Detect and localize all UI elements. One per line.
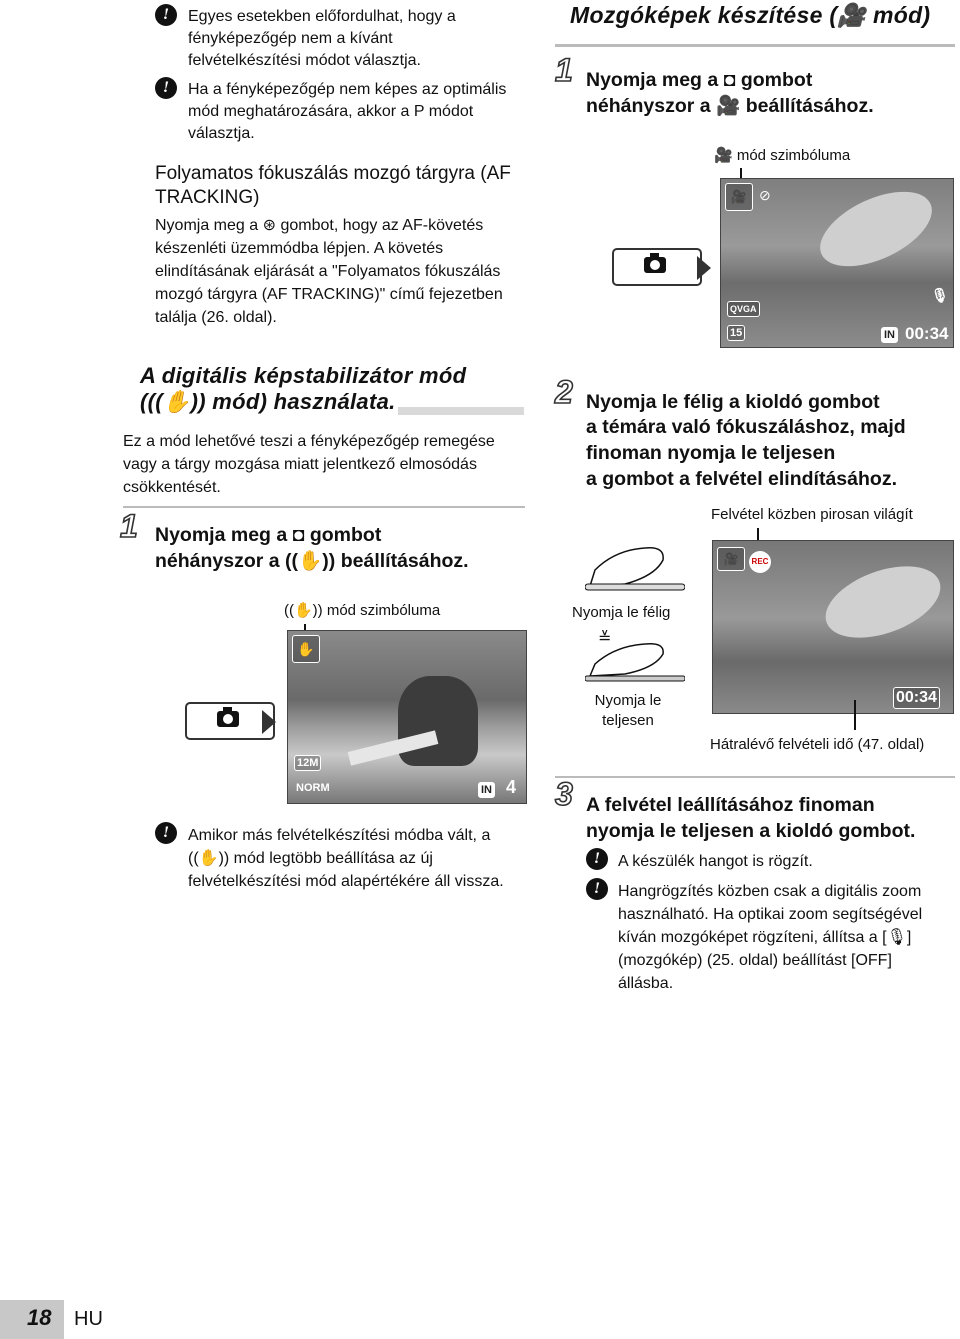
chevron-down-icon: ≚ (598, 630, 612, 647)
movie-section-title: Mozgóképek készítése (🎥 mód) (570, 2, 931, 28)
warning-icon: ! (155, 77, 177, 99)
step-text: a témára való fókuszáláshoz, majd (586, 416, 906, 438)
rec-indicator: REC (749, 551, 771, 573)
image-size-indicator: 12M (294, 755, 321, 771)
step-text: a gombot a felvétel elindításához. (586, 468, 897, 490)
bird-body (809, 178, 943, 282)
bird-body (816, 552, 950, 651)
stab-section-title-line2: (((✋)) mód) használata. (140, 389, 396, 414)
frame-rate-indicator: 15 (727, 325, 745, 341)
subject-silhouette (398, 676, 478, 766)
warning-icon: ! (155, 822, 177, 844)
step-number: 1 (120, 508, 138, 544)
shutter-button (585, 676, 685, 681)
arrow-right-icon (262, 710, 276, 734)
warning-icon: ! (586, 848, 608, 870)
language-code: HU (74, 1308, 103, 1330)
shutter-button (585, 584, 685, 590)
step-text: Nyomja meg a ◘ gombot (155, 524, 382, 546)
warning-icon: ! (155, 4, 177, 26)
finger-outline (590, 548, 663, 586)
remaining-time: 00:34 (905, 324, 949, 343)
warning-icon: ! (586, 878, 608, 900)
note-text: A készülék hangot is rögzít. (618, 853, 813, 870)
note-text: Egyes esetekben előfordulhat, hogy a fényképezőgép nem a kívánt felvételkészítési módot választja. (188, 8, 456, 69)
remaining-time: 00:34 (893, 687, 940, 709)
microphone-icon: 🎙 (931, 287, 949, 303)
shots-remaining: 4 (506, 777, 517, 797)
press-full-label: Nyomja le teljesen (594, 692, 662, 729)
step-text: néhányszor a ((✋)) beállításához. (155, 550, 469, 572)
press-half-label: Nyomja le félig (572, 604, 671, 621)
af-tracking-body: Nyomja meg a ⊛ gombot, hogy az AF-követés készenléti üzemmódba lépjen. A követés elindításának eljárását a "Folyamatos fókuszálás mozgó tárgyra (AF TRACKING)" című fejezetben találja (26. oldal). (155, 217, 503, 326)
leader-line (854, 700, 856, 730)
finger-outline (590, 644, 663, 676)
lcd-photo-seagull-1 (720, 178, 954, 348)
step-number: 3 (555, 776, 573, 812)
step-text: Nyomja meg a ◘ gombot (586, 69, 813, 91)
section-rule (398, 407, 524, 415)
rec-indicator-label: Felvétel közben pirosan világít (711, 506, 913, 523)
section-rule (555, 44, 955, 47)
camera-icon (644, 257, 666, 273)
step-number: 2 (555, 374, 573, 410)
lcd-photo-seagull-2 (712, 540, 954, 714)
af-tracking-title: Folyamatos fókuszálás mozgó tárgyra (AF TRACKING) (155, 163, 511, 208)
camera-button-illustration (612, 248, 702, 286)
image-size-indicator: QVGA (727, 301, 760, 317)
note-text: Amikor más felvételkészítési módba vált, a ((✋)) mód legtöbb beállítása az új felvételkészítési mód alapértékére áll vissza. (188, 827, 504, 890)
memory-in-indicator: IN (478, 782, 495, 798)
stabilizer-mode-icon: ✋ (292, 635, 320, 663)
step-number: 1 (555, 52, 573, 88)
compression-indicator: NORM (296, 782, 330, 794)
mode-symbol-label: 🎥 mód szimbóluma (714, 147, 851, 164)
movie-mode-icon: 🎥 (725, 183, 753, 211)
lcd-photo-girl (287, 630, 527, 804)
remaining-time-label: Hátralévő felvételi idő (47. oldal) (710, 736, 925, 753)
step-text: néhányszor a 🎥 beállításához. (586, 95, 874, 117)
note-text: Hangrögzítés közben csak a digitális zoom használható. Ha optikai zoom segítségével kíván mozgóképet rögzíteni, állítsa a [🎙] (mozgókép) (25. oldal) beállítást [OFF] állásba. (618, 883, 923, 992)
arrow-right-icon (697, 256, 711, 280)
step-text: Nyomja le félig a kioldó gombot (586, 391, 880, 413)
camera-icon (217, 711, 239, 727)
finger-full-press-illustration (585, 640, 685, 686)
note-text: Ha a fényképezőgép nem képes az optimális mód meghatározására, akkor a P módot választja. (188, 81, 507, 142)
movie-mode-icon: 🎥 (717, 547, 745, 571)
flash-off-icon: ⊘ (759, 187, 771, 203)
memory-in-indicator: IN (881, 327, 898, 343)
stab-body: Ez a mód lehetővé teszi a fényképezőgép remegése vagy a tárgy mozgása miatt jelentkező elmosódás csökkentését. (123, 433, 495, 496)
step-text: nyomja le teljesen a kioldó gombot. (586, 820, 916, 842)
mode-symbol-label: ((✋)) mód szimbóluma (284, 602, 441, 619)
stab-section-title-line1: A digitális képstabilizátor mód (140, 363, 467, 388)
section-rule (123, 506, 525, 508)
section-rule (555, 776, 955, 778)
page-number: 18 (27, 1305, 52, 1330)
step-text: A felvétel leállításához finoman (586, 794, 875, 816)
step-text: finoman nyomja le teljesen (586, 442, 836, 464)
finger-half-press-illustration (585, 540, 685, 600)
